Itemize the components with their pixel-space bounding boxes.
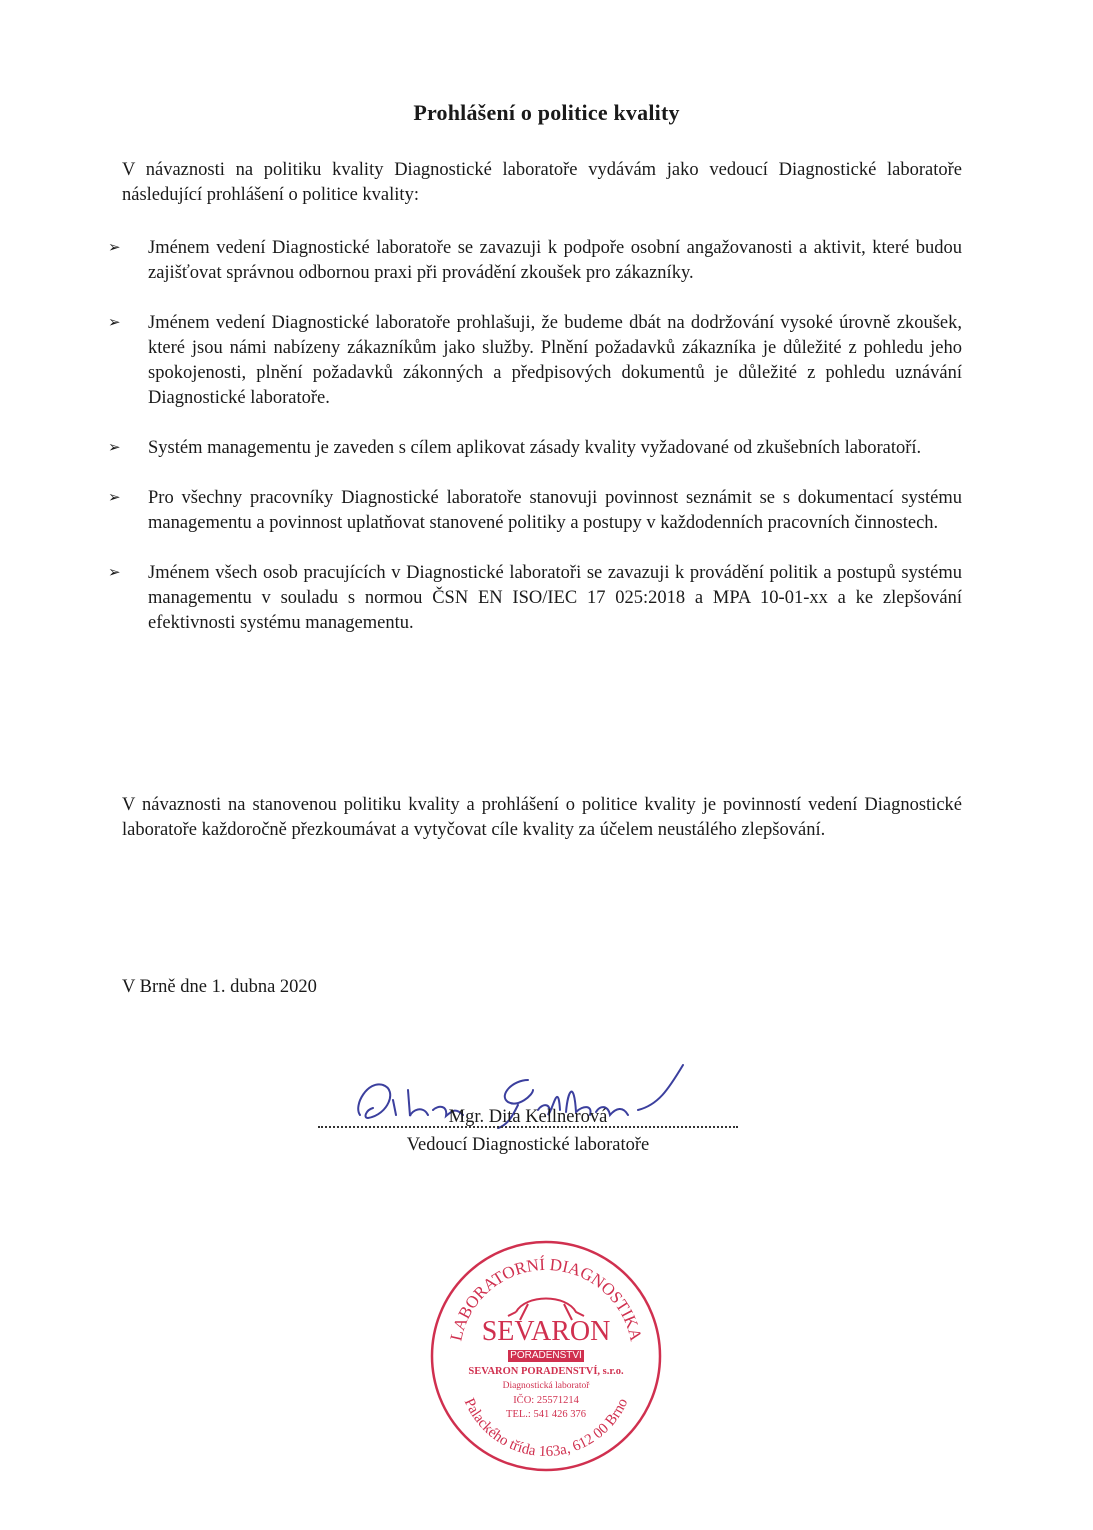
signer-role: Vedoucí Diagnostické laboratoře — [406, 1135, 650, 1155]
list-item-text: Pro všechny pracovníky Diagnostické laboratoře stanovuji povinnost seznámit se s dokumentací systému managementu a povinnost uplatňovat stanovené politiky a postupy v každodenních pracovních činnostech. — [148, 488, 962, 533]
intro-paragraph: V návaznosti na politiku kvality Diagnostické laboratoře vydávám jako vedoucí Diagnostické laboratoře následující prohlášení o politice kvality: — [122, 160, 962, 205]
list-item — [108, 436, 962, 461]
stamp-ico: IČO: 25571214 — [513, 1395, 579, 1406]
stamp-arc-top: LABORATORNÍ DIAGNOSTIKA — [446, 1254, 646, 1343]
document-title: Prohlášení o politice kvality — [413, 100, 680, 125]
arrowhead-bullet-icon: ➢ — [108, 565, 121, 581]
stamp-arc-bottom: Palackého třída 163a, 612 00 Brno — [460, 1395, 632, 1461]
signer-name: Mgr. Dita Kellnerová — [448, 1107, 608, 1127]
list-item-text: Jménem vedení Diagnostické laboratoře prohlašuji, že budeme dbát na dodržování vysoké úrovně zkoušek, které jsou námi nabízeny zákazníkům jako služby. Plnění požadavků zákazníka je důležité z pohledu jeho spokojenosti, plnění požadavků zákonných a předpisových dokumentů je důležité z pohledu uznávání Diagnostické laboratoře. — [148, 313, 962, 408]
arrowhead-bullet-icon: ➢ — [108, 490, 121, 506]
list-item — [108, 486, 962, 536]
stamp-brand-sub: PORADENSTVÍ — [508, 1350, 584, 1362]
arrowhead-bullet-icon: ➢ — [108, 240, 121, 256]
list-item — [108, 561, 962, 636]
company-stamp — [428, 1238, 664, 1474]
policy-list — [108, 236, 968, 661]
stamp-company: SEVARON PORADENSTVÍ, s.r.o. — [468, 1366, 624, 1377]
list-item-text: Jménem vedení Diagnostické laboratoře se zavazuji k podpoře osobní angažovanosti a aktivit, které budou zajišťovat správnou odbornou praxi při provádění zkoušek pro zákazníky. — [148, 238, 962, 283]
date-line: V Brně dne 1. dubna 2020 — [122, 977, 317, 997]
list-item-text: Systém managementu je zaveden s cílem aplikovat zásady kvality vyžadované od zkušebních laboratoří. — [148, 438, 922, 458]
stamp-lab: Diagnostická laboratoř — [502, 1381, 590, 1391]
list-item — [108, 236, 962, 286]
stamp-tel: TEL.: 541 426 376 — [506, 1409, 586, 1420]
arrowhead-bullet-icon: ➢ — [108, 315, 121, 331]
closing-paragraph: V návaznosti na stanovenou politiku kvality a prohlášení o politice kvality je povinností vedení Diagnostické laboratoře každoročně přezkoumávat a vytyčovat cíle kvality za účelem neustálého zlepšování. — [122, 795, 962, 840]
list-item-text: Jménem všech osob pracujících v Diagnostické laboratoři se zavazuji k provádění politik a postupů systému managementu v souladu s normou ČSN EN ISO/IEC 17 025:2018 a MPA 10-01-xx a ke zlepšování efektivnosti systému managementu. — [148, 563, 962, 633]
stamp-brand: SEVARON — [481, 1316, 611, 1347]
stamp-contents — [428, 1238, 664, 1474]
list-item — [108, 311, 962, 411]
arrowhead-bullet-icon: ➢ — [108, 440, 121, 456]
